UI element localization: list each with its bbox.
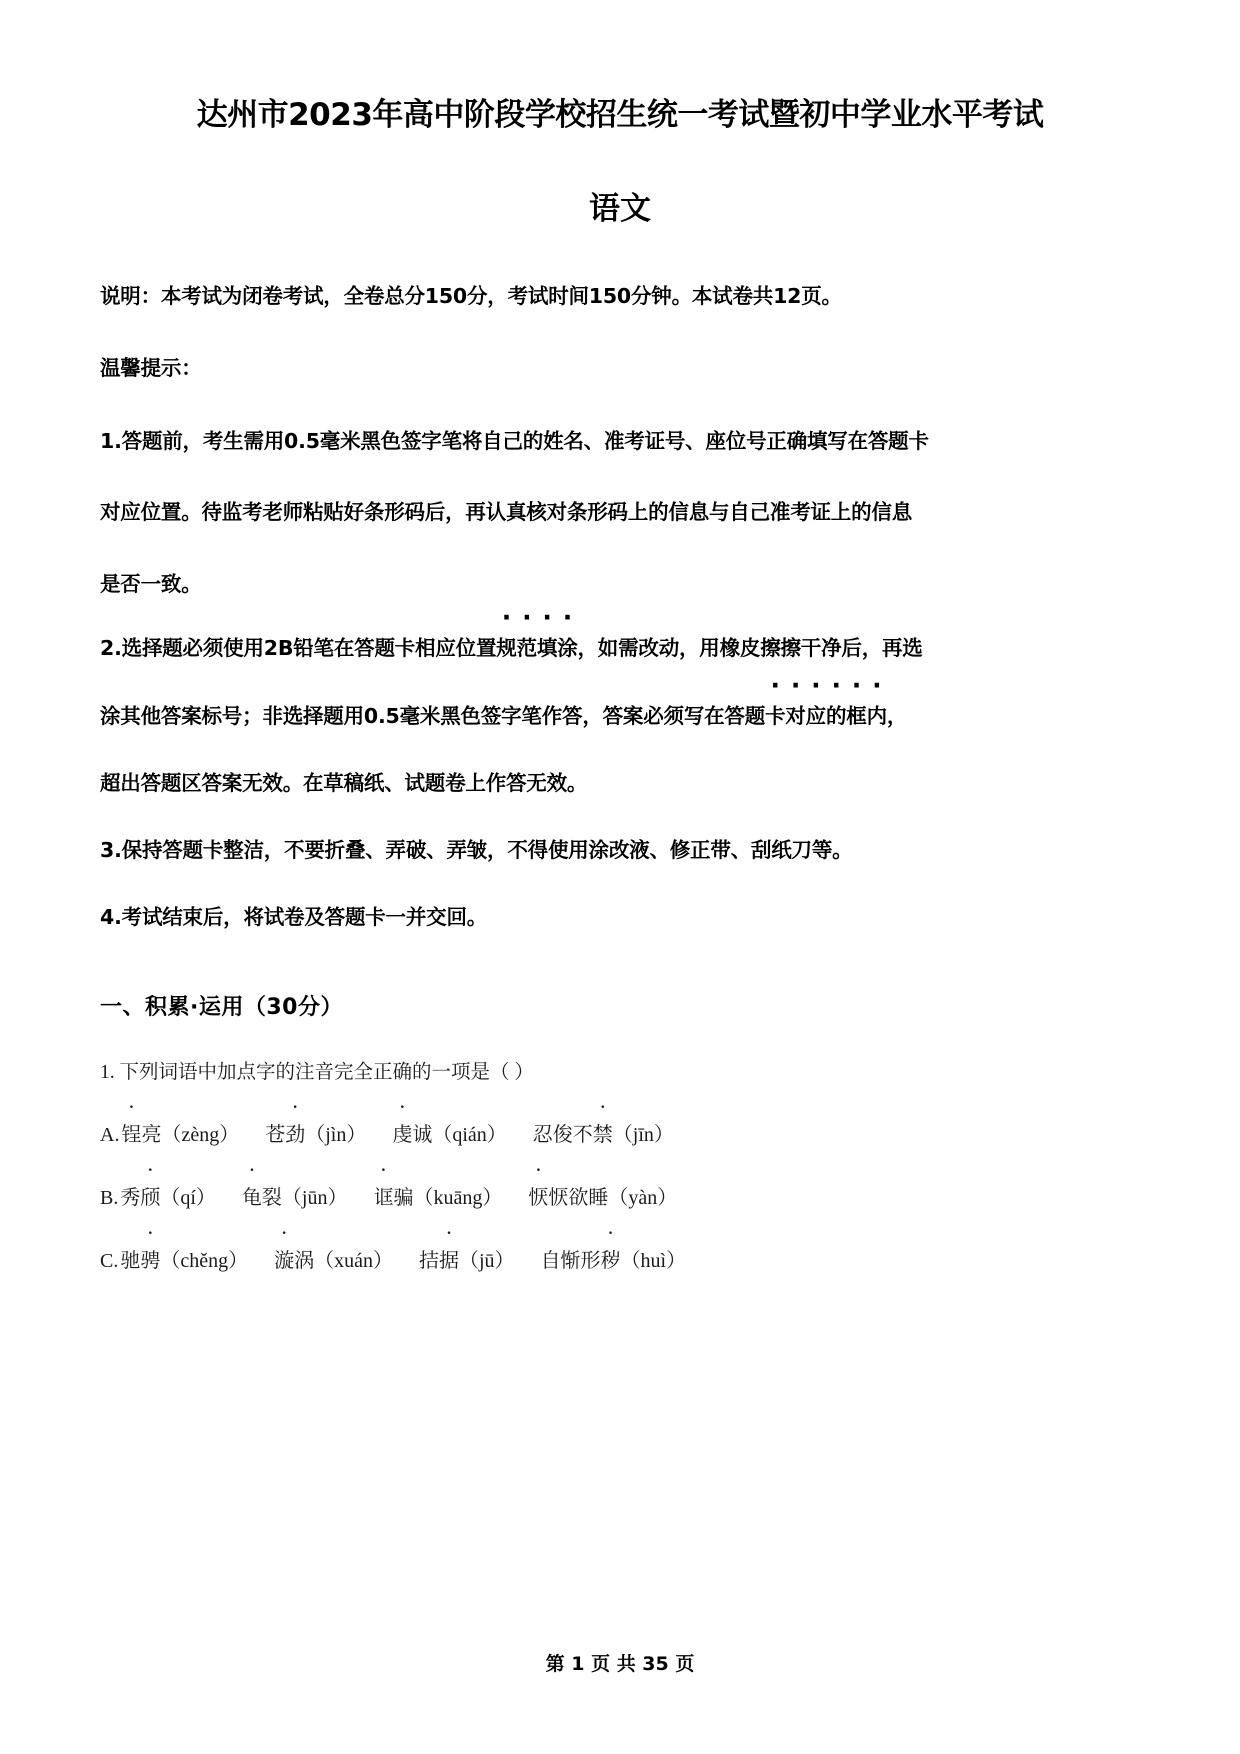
option-word-pre: 拮: [419, 1250, 439, 1273]
tips-label: 温馨提示：: [100, 356, 202, 381]
emphasis-dot-char: [121, 1125, 141, 1145]
option-word: [533, 1124, 674, 1146]
dotted-char: 范: [516, 636, 537, 661]
dotted-char: 秽: [600, 1250, 621, 1273]
option-label: C.: [100, 1250, 119, 1273]
page-title: 达州市2023年高中阶段学校招生统一考试暨初中学业水平考试: [196, 97, 1044, 133]
instruction-2-line-1: [100, 594, 1140, 659]
option-word-pre: 自惭形: [540, 1250, 601, 1273]
page-content: [100, 0, 1140, 1271]
dotted-char: 涂: [557, 636, 578, 661]
instruction-2-line-3: 超出答题区答案无效。在草稿纸、试题卷上作答无效。: [100, 771, 588, 796]
dotted-char: 规: [496, 636, 517, 661]
option-word: [373, 1187, 502, 1209]
instruction-1-line-1: 1.答题前，考生需用0.5毫米黑色签字笔将自己的姓名、准考证号、座位号正确填写在答题卡: [100, 428, 929, 453]
emphasis-dot-char: [373, 1188, 393, 1208]
emphasis-dot-char: [593, 1125, 613, 1145]
dotted-char: 框: [846, 703, 867, 728]
dotted-char: 填: [536, 636, 558, 661]
instruction-1-line-3: 是否一致。: [100, 571, 202, 596]
question-1-option-c[interactable]: [100, 1208, 1140, 1271]
emphasis-dot-char: [140, 1188, 160, 1208]
option-word-pre: 驰: [120, 1250, 141, 1273]
dotted-char: 锃: [121, 1124, 142, 1147]
emphasis-dot-char: [439, 1251, 459, 1271]
emphasis-dots-kaduiyingdekuangnei: [765, 703, 887, 728]
instruction-2-line-2: [100, 659, 1140, 727]
instruction-2-line-2-post: ，: [886, 703, 908, 728]
emphasis-dot-char: [274, 1251, 294, 1271]
option-pinyin: （qí）: [160, 1187, 216, 1210]
option-label: B.: [100, 1187, 119, 1210]
dotted-char: 内: [866, 703, 887, 728]
option-word-pre: 苍: [265, 1124, 286, 1147]
dotted-char: 骋: [140, 1250, 161, 1273]
question-1-option-a[interactable]: [100, 1082, 1140, 1145]
option-word-post: 恹欲睡: [548, 1187, 609, 1210]
option-label: A.: [100, 1124, 120, 1147]
page-footer: 第 1 页 共 35 页: [545, 1653, 695, 1675]
dotted-char: 对: [785, 703, 806, 728]
option-word-post: 涡: [294, 1250, 315, 1273]
emphasis-dots-guifantu: [496, 638, 577, 659]
dotted-char: 卡: [765, 703, 786, 728]
option-pinyin: （zèng）: [161, 1124, 240, 1147]
option-word: [242, 1187, 348, 1209]
emphasis-dot-char: [392, 1125, 412, 1145]
option-pinyin: （yàn）: [608, 1187, 678, 1210]
dotted-char: 颀: [140, 1187, 161, 1210]
dotted-char: 劲: [285, 1124, 306, 1147]
option-word: [419, 1250, 515, 1272]
subject-title: 语文: [589, 190, 651, 227]
option-word-pre: 忍俊不: [532, 1124, 593, 1147]
option-word-post: 亮: [141, 1124, 162, 1147]
option-word: [541, 1250, 687, 1272]
instruction-4: 4.考试结束后，将试卷及答题卡一并交回。: [100, 905, 488, 930]
option-word-post: 裂: [261, 1187, 282, 1210]
emphasis-dot-char: [285, 1125, 305, 1145]
option-word: [528, 1187, 677, 1209]
emphasis-dot-char: [140, 1251, 160, 1271]
instruction-2-line-1-pre: 2.选择题必须使用2B铅笔在答题卡相应位置: [100, 636, 497, 661]
question-1-stem: [100, 1021, 1140, 1083]
instruction-1-line-2: 对应位置。待监考老师粘贴好条形码后，再认真核对条形码上的信息与自己准考证上的信息: [100, 500, 912, 525]
option-word: [121, 1124, 239, 1146]
instruction-2-line-2-pre: 涂其他答案标号；非选择题用0.5毫米黑色签字笔作答，答案必须写在答题: [100, 703, 766, 728]
option-pinyin: （jìn）: [305, 1124, 367, 1147]
dotted-char: 应: [805, 703, 826, 728]
option-word: [120, 1250, 248, 1272]
option-word-post: 诚: [412, 1124, 433, 1147]
emphasis-dot-char: [528, 1188, 548, 1208]
option-word: [274, 1250, 393, 1272]
dotted-char: 据: [439, 1250, 459, 1273]
question-1-number: 1.: [100, 1061, 115, 1083]
dotted-char: 恹: [528, 1187, 549, 1210]
dotted-char: 龟: [241, 1187, 262, 1210]
option-pinyin: （huì）: [620, 1250, 687, 1273]
option-pinyin: （jūn）: [281, 1187, 348, 1210]
dotted-char: 诓: [373, 1187, 394, 1210]
option-word-pre: 秀: [120, 1187, 141, 1210]
instruction-2-line-1-post: ，如需改动，用橡皮擦擦干净后，再选: [577, 636, 923, 661]
emphasis-dot-char: [242, 1188, 262, 1208]
question-1-option-b[interactable]: [100, 1145, 1140, 1208]
exam-statement: 说明：本考试为闭卷考试，全卷总分150分，考试时间150分钟。本试卷共12页。: [100, 283, 842, 308]
option-pinyin: （jū）: [459, 1250, 515, 1273]
option-word: [120, 1187, 216, 1209]
option-pinyin: （chěng）: [160, 1250, 249, 1273]
option-pinyin: （qián）: [432, 1124, 507, 1147]
dotted-char: 虔: [392, 1124, 413, 1147]
dotted-char: 的: [825, 703, 847, 728]
instruction-3: 3.保持答题卡整洁，不要折叠、弄破、弄皱，不得使用涂改液、修正带、刮纸刀等。: [100, 837, 853, 862]
option-word-post: 骗: [393, 1187, 414, 1210]
option-word: [392, 1124, 506, 1146]
section-heading-accumulation: 一、积累·运用（30分）: [100, 994, 343, 1020]
dotted-char: 漩: [274, 1250, 295, 1273]
question-1-text: 下列词语中加点字的注音完全正确的一项是（ ）: [119, 1061, 534, 1083]
option-pinyin: （kuāng）: [413, 1187, 503, 1210]
option-pinyin: （xuán）: [314, 1250, 393, 1273]
option-word: [265, 1124, 366, 1146]
emphasis-dot-char: [601, 1251, 621, 1271]
option-pinyin: （jīn）: [612, 1124, 674, 1147]
dotted-char: 禁: [592, 1124, 613, 1147]
